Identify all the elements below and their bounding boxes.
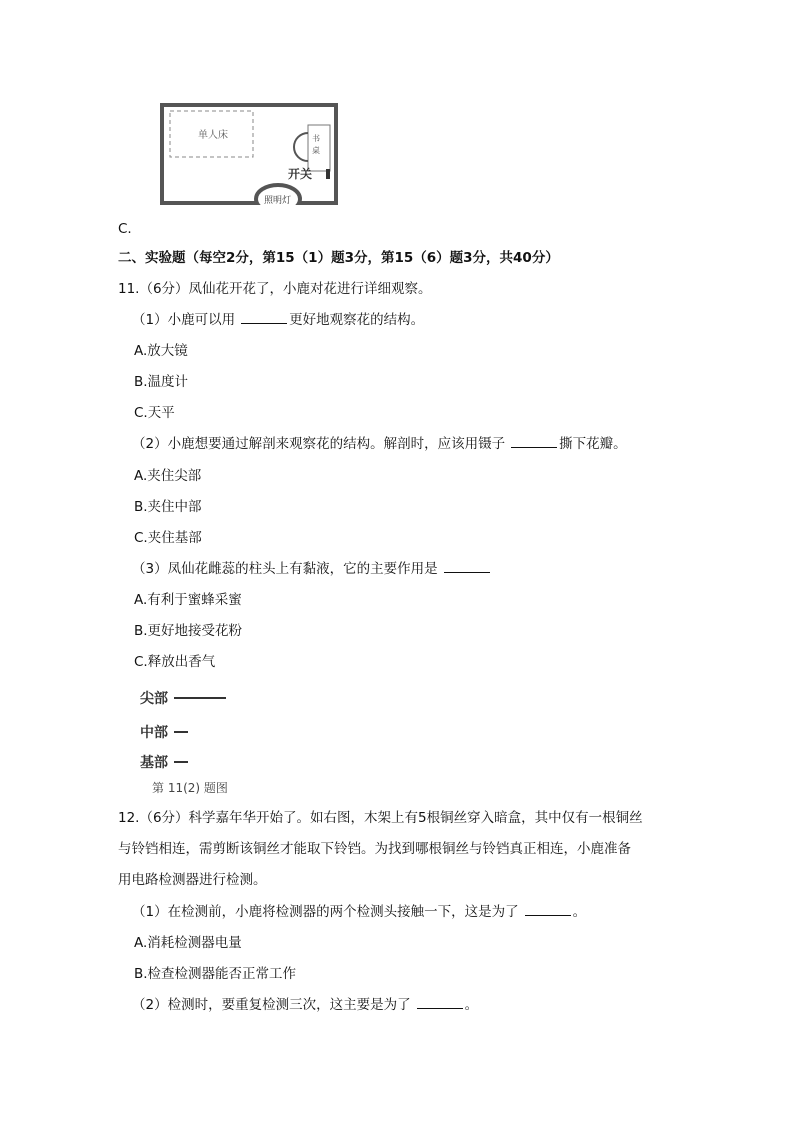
svg-text:桌: 桌 [312, 146, 320, 155]
q11-sub2: （2）小鹿想要通过解剖来观察花的结构。解剖时，应该用镊子 撕下花瓣。 [132, 436, 627, 452]
answer-blank[interactable] [241, 311, 287, 324]
option[interactable]: B.夹住中部 [134, 499, 202, 515]
arrow-icon [174, 761, 188, 763]
q12-stem-line: 12.（6分）科学嘉年华开始了。如右图，木架上有5根铜丝穿入暗盒，其中仅有一根铜丝 [118, 810, 643, 826]
q11-sub3: （3）凤仙花雌蕊的柱头上有黏液，它的主要作用是 [132, 560, 492, 578]
option[interactable]: C.天平 [134, 405, 175, 421]
base-label: 基部 [140, 755, 168, 771]
q12-sub2: （2）检测时，要重复检测三次，这主要是为了 。 [132, 997, 479, 1013]
option[interactable]: B.更好地接受花粉 [134, 623, 243, 639]
option[interactable]: C.释放出香气 [134, 654, 216, 670]
answer-blank[interactable] [511, 435, 557, 448]
answer-blank[interactable] [444, 560, 490, 573]
q12-stem-line: 与铃铛相连，需剪断该铜丝才能取下铃铛。为找到哪根铜丝与铃铛真正相连，小鹿准备 [118, 841, 631, 857]
tip-label: 尖部 [140, 691, 168, 707]
lamp-label: 照明灯 [264, 196, 292, 205]
option-c-label: C. [118, 221, 132, 237]
option[interactable]: A.消耗检测器电量 [134, 935, 242, 951]
switch-label: 开关 [288, 167, 313, 181]
bed-label: 单人床 [198, 130, 228, 141]
figure-caption: 第 11(2) 题图 [152, 781, 228, 795]
q11-stem: 11.（6分）凤仙花开花了，小鹿对花进行详细观察。 [118, 281, 432, 297]
q11-sub1: （1）小鹿可以用 更好地观察花的结构。 [132, 312, 425, 328]
option[interactable]: A.有利于蜜蜂采蜜 [134, 592, 242, 608]
q12-sub1: （1）在检测前，小鹿将检测器的两个检测头接触一下，这是为了 。 [132, 904, 587, 920]
middle-label: 中部 [140, 725, 168, 741]
option[interactable]: A.放大镜 [134, 343, 188, 359]
option[interactable]: B.检查检测器能否正常工作 [134, 966, 297, 982]
arrow-icon [174, 697, 226, 699]
answer-blank[interactable] [417, 996, 463, 1009]
room-layout-figure [160, 103, 338, 205]
arrow-icon [174, 731, 188, 733]
option[interactable]: C.夹住基部 [134, 530, 202, 546]
option[interactable]: B.温度计 [134, 374, 189, 390]
svg-text:书: 书 [312, 134, 320, 143]
section-heading: 二、实验题（每空2分，第15（1）题3分，第15（6）题3分，共40分） [118, 250, 559, 266]
option[interactable]: A.夹住尖部 [134, 468, 202, 484]
answer-blank[interactable] [525, 903, 571, 916]
flower-figure [130, 682, 270, 800]
q12-stem-line: 用电路检测器进行检测。 [118, 872, 267, 888]
